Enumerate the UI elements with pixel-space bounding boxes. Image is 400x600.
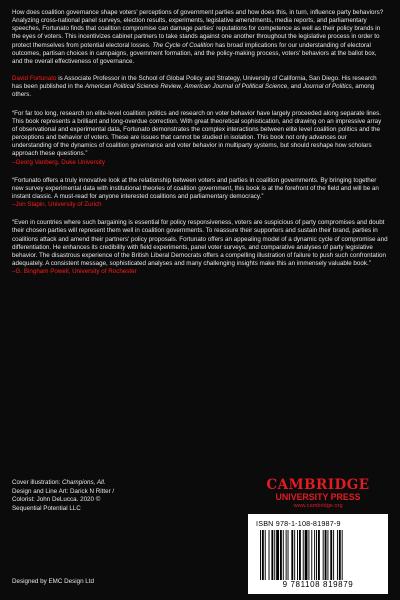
- barcode-bar: [305, 530, 308, 580]
- publisher-subtitle: UNIVERSITY PRESS: [275, 492, 361, 502]
- book-description: How does coalition governance shape voters' perceptions of government parties and how does this, in turn, influence party behaviors? Analyzing cross-national panel surveys, election results, experiments, legislative amendments, media reports, and parliamentary speeches, Fortunato finds that coalition compromise can damage parties' reputations for competence as well as their policy brands in the eyes of voters. This incentivizes cabinet partners to take stands against one another throughout the legislative process in order to protect themselves from potential electoral losses. The Cycle of Coalition has broad implications for our understanding of electoral outcomes, partisan choices in campaigns, government formation, and the policy-making process, voters' behaviors at the ballot box, and the overall effectiveness of governance.: [12, 9, 384, 65]
- barcode-bar: [308, 530, 309, 580]
- barcode-bar: [311, 530, 312, 580]
- endorsement-quote: [12, 219, 388, 276]
- barcode-bar: [260, 530, 261, 580]
- barcode-icon: [260, 530, 378, 580]
- book-title: The Cycle of Coalition: [152, 41, 214, 49]
- isbn-label: ISBN 978-1-108-81987-9: [256, 519, 341, 528]
- barcode-bar: [294, 530, 295, 580]
- barcode-bar: [314, 530, 315, 580]
- barcode-bar: [271, 530, 273, 580]
- barcode-bar: [333, 530, 334, 580]
- barcode-bar: [342, 530, 343, 580]
- publisher-url: www.cambridge.org: [293, 503, 343, 509]
- barcode-bar: [316, 530, 317, 580]
- barcode-bar: [339, 530, 341, 580]
- barcode-bar: [288, 530, 289, 580]
- designer-credit: Designed by EMC Design Ltd: [12, 578, 94, 585]
- barcode-bar: [337, 530, 338, 580]
- quote-text: “For far too long, research on elite-level coalition politics and research on voter behavior have largely proceeded along separate lines. This book represents a brilliant and long-overdue correction. With great theoretical sophistication, and drawing on an impressive array of observational and experimental data, Fortunato demonstrates the complex interactions between elite level coalition politics and the perceptions and behavior of voters. These are issues that cannot be studied in isolation. This book not only advances our understanding of the dynamics of coalition governance and voter behavior in multiparty systems, but should reshape how scholars approach these questions.”: [12, 109, 382, 158]
- quote-attribution: –G. Bingham Powell, University of Rochester: [12, 268, 137, 276]
- barcode-bar: [265, 530, 266, 580]
- back-cover-footer: [12, 479, 388, 594]
- barcode-bar: [325, 530, 327, 580]
- quote-text: “Even in countries where such bargaining is essential for policy responsiveness, voters are suspicious of party compromises and doubt their chosen parties will represent them well in coalition governments. To reassure their supporters and sustain their brand, parties in coalitions attack and amend their partners' policy proposals. Fortunato offers an appealing model of a dynamic cycle of compromise and differentiation. He enhances its credibility with field experiments, panel voter surveys, and comparative analyses of party legislative behavior. The disastrous experience of the British Liberal Democrats offers a compelling illustration of failure to push such confrontation adequately. A consistent message, sophisticated analyses and many challenging insights make this an immensely valuable book.”: [12, 219, 388, 268]
- cover-credits: Cover illustration: Champions, All. Design and Line Art: Darick N Ritter / Colorist: John DeLucca. 2020 © Sequential Potential LLC: [12, 479, 115, 512]
- barcode-bar: [286, 530, 287, 580]
- barcode-bar: [299, 530, 301, 580]
- barcode-bar: [283, 530, 284, 580]
- barcode-bar: [269, 530, 270, 580]
- barcode-bar: [280, 530, 282, 580]
- barcode-bar: [303, 530, 304, 580]
- quote-text: “Fortunato offers a truly innovative look at the relationship between voters and parties in coalition governments. By bringing together new survey experimental data with institutional theories of coalition government, this book is at the forefront of the field and will be an instant classic. A must-read for anyone interested coalitions and parliamentary democracy.”: [12, 176, 379, 200]
- barcode-bar: [330, 530, 332, 580]
- publisher-name: CAMBRIDGE: [266, 477, 370, 493]
- barcode-bar: [327, 530, 328, 580]
- barcode-panel: [248, 514, 388, 594]
- barcode-bar: [323, 530, 324, 580]
- barcode-bar: [318, 530, 320, 580]
- barcode-bar: [274, 530, 275, 580]
- back-cover-text: [12, 9, 388, 276]
- barcode-bar: [276, 530, 279, 580]
- author-bio: David Fortunato is Associate Professor in the School of Global Policy and Strategy, University of California, San Diego. His research has been published in the American Political Science Review, American Journal of Political Science, and Journal of Politics, among others.: [12, 75, 377, 99]
- endorsement-quote: [12, 177, 388, 210]
- barcode-digits: 9 781108 819879: [282, 580, 354, 589]
- cover-illustration-title: Champions, All: [62, 479, 104, 486]
- publisher-logo: [248, 479, 388, 510]
- quote-attribution: –Georg Vanberg, Duke University: [12, 158, 105, 166]
- author-name: David Fortunato: [12, 75, 57, 83]
- endorsement-quote: [12, 110, 388, 167]
- barcode-bar: [291, 530, 293, 580]
- quote-attribution: –Jon Slapin, University of Zurich: [12, 201, 102, 209]
- barcode-bar: [297, 530, 298, 580]
- barcode-bar: [262, 530, 264, 580]
